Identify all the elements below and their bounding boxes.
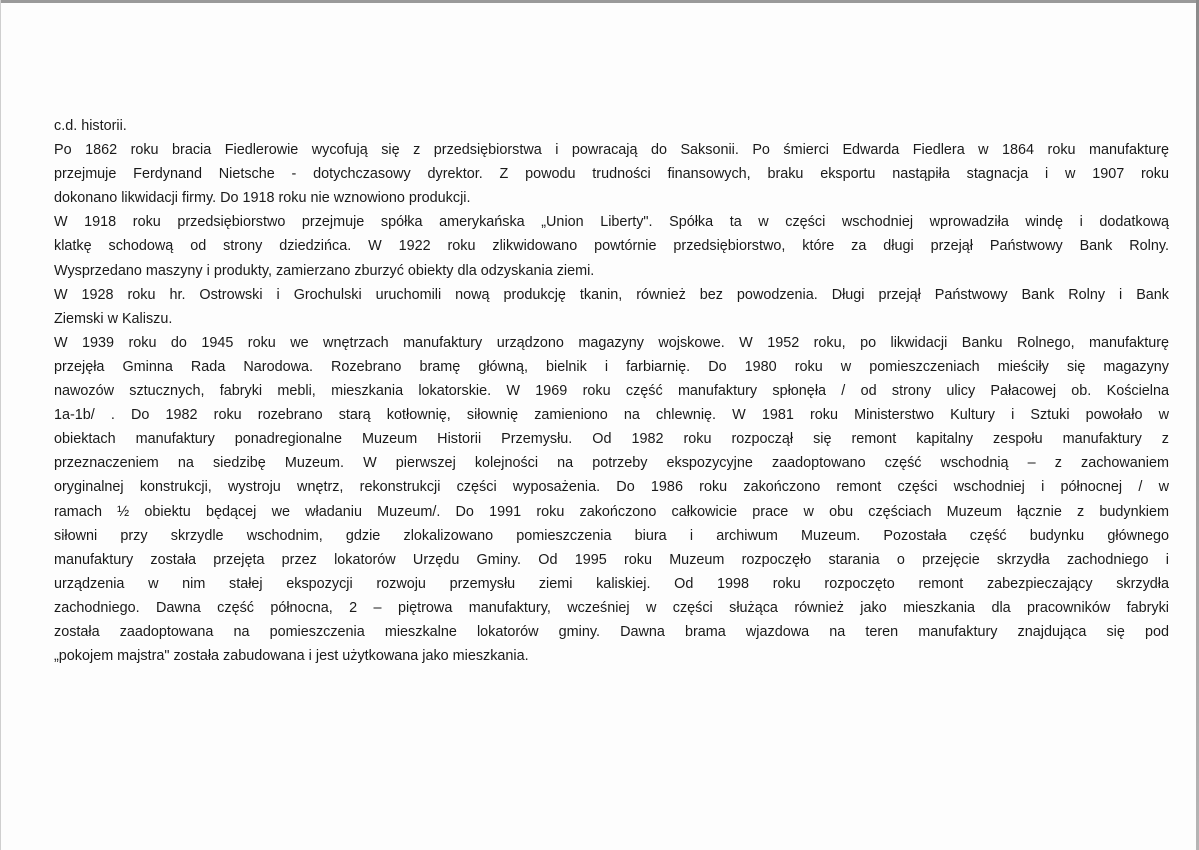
scan-edge-left xyxy=(0,0,1,850)
text-line: „pokojem majstra" została zabudowana i jest użytkowana jako mieszkania. xyxy=(54,648,529,665)
document-body xyxy=(54,114,1169,668)
text-line: nawozów sztucznych, fabryki mebli, mieszkania lokatorskie. W 1969 roku część manufaktury spłonęła / od strony ulicy Pałacowej ob. Kościelna xyxy=(54,383,1169,400)
text-line: W 1928 roku hr. Ostrowski i Grochulski uruchomili nową produkcję tkanin, również bez powodzenia. Długi przejął Państwowy Bank Rolny i Bank xyxy=(54,286,1169,303)
text-line: dokonano likwidacji firmy. Do 1918 roku nie wznowiono produkcji. xyxy=(54,190,471,207)
text-line: W 1939 roku do 1945 roku we wnętrzach manufaktury urządzono magazyny wojskowe. W 1952 roku, po likwidacji Banku Rolnego, manufakturę xyxy=(54,334,1169,351)
text-line: przejmuje Ferdynand Nietsche - dotychczasowy dyrektor. Z powodu trudności finansowych, braku eksportu nastąpiła stagnacja i w 1907 roku xyxy=(54,166,1169,183)
text-line: przeznaczeniem na siedzibę Muzeum. W pierwszej kolejności na potrzeby ekspozycyjne zaadoptowano część wschodnią – z zachowaniem xyxy=(54,455,1169,472)
text-line: Po 1862 roku bracia Fiedlerowie wycofują się z przedsiębiorstwa i powracają do Saksonii. Po śmierci Edwarda Fiedlera w 1864 roku manufakturę xyxy=(54,142,1169,159)
text-line: została zaadoptowana na pomieszczenia mieszkalne lokatorów gminy. Dawna brama wjazdowa na teren manufaktury znajdująca się pod xyxy=(54,623,1169,640)
text-line: klatkę schodową od strony dziedzińca. W 1922 roku zlikwidowano powtórnie przedsiębiorstwo, które za długi przejął Państwowy Bank Rolny. xyxy=(54,238,1169,255)
text-line: przejęła Gminna Rada Narodowa. Rozebrano bramę główną, bielnik i farbiarnię. Do 1980 roku w pomieszczeniach mieściły się magazyny xyxy=(54,358,1169,375)
text-line: oryginalnej konstrukcji, wystroju wnętrz, rekonstrukcji części wyposażenia. Do 1986 roku zakończono remont części wschodniej i północnej / w xyxy=(54,479,1169,496)
document-heading: c.d. historii. xyxy=(54,118,127,134)
scan-edge-top xyxy=(0,0,1199,3)
text-line: obiektach manufaktury ponadregionalne Muzeum Historii Przemysłu. Od 1982 roku rozpoczął się remont kapitalny zespołu manufaktury z xyxy=(54,431,1169,448)
text-line: Ziemski w Kaliszu. xyxy=(54,310,173,327)
text-line: ramach ½ obiektu będącej we władaniu Muzeum/. Do 1991 roku zakończono całkowicie prace w obu częściach Muzeum łącznie z budynkiem xyxy=(54,503,1169,520)
text-line: Wysprzedano maszyny i produkty, zamierzano zburzyć obiekty dla odzyskania ziemi. xyxy=(54,262,595,279)
text-line: manufaktury została przejęta przez lokatorów Urzędu Gminy. Od 1995 roku Muzeum rozpoczęło starania o przejęcie skrzydła zachodniego i xyxy=(54,551,1169,568)
text-line: zachodniego. Dawna część północna, 2 – piętrowa manufaktury, wcześniej w części służąca również jako mieszkania dla pracowników fabryki xyxy=(54,599,1169,616)
text-line: urządzenia w nim stałej ekspozycji rozwoju przemysłu ziemi kaliskiej. Od 1998 roku rozpoczęto remont zabezpieczający skrzydła xyxy=(54,575,1169,592)
text-line: 1a-1b/ . Do 1982 roku rozebrano starą kotłownię, siłownię zamieniono na chlewnię. W 1981 roku Ministerstwo Kultury i Sztuki powołało w xyxy=(54,407,1169,424)
text-line: siłowni przy skrzydle wschodnim, gdzie zlokalizowano pomieszczenia biura i archiwum Muzeum. Pozostała część budynku głównego xyxy=(54,527,1169,544)
text-line: W 1918 roku przedsiębiorstwo przejmuje spółka amerykańska „Union Liberty". Spółka ta w części wschodniej wprowadziła windę i dodatkową xyxy=(54,214,1169,231)
